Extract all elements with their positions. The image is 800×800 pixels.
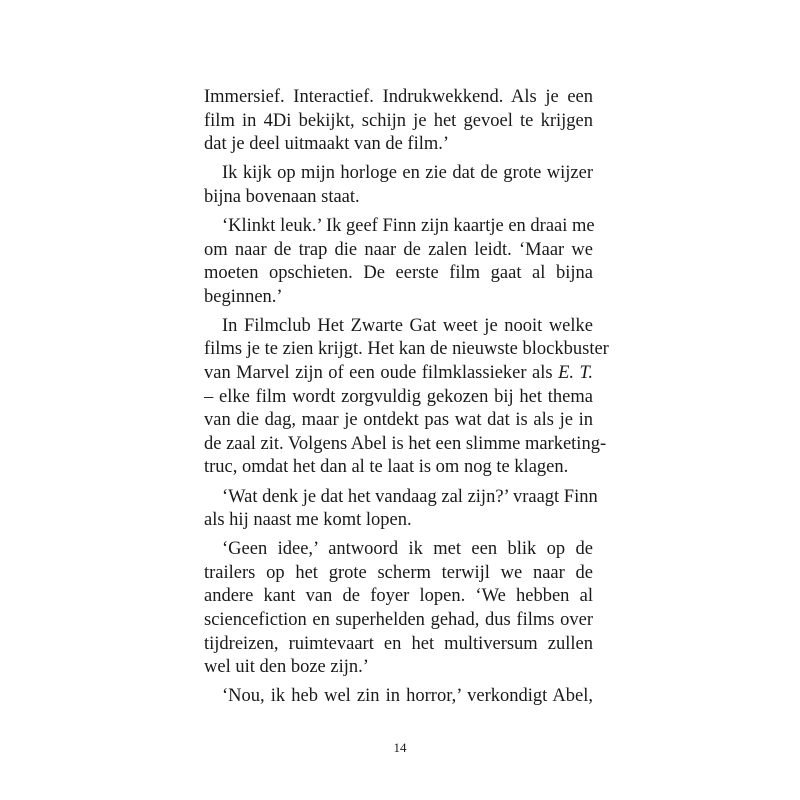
text-line: als hij naast me komt lopen. [204,510,412,531]
page-number: 14 [393,740,407,755]
paragraph [204,215,593,309]
text-line: wel uit den boze zijn.’ [204,657,369,678]
paragraph [204,86,593,157]
text-line-with-title [204,362,593,386]
text-line-segment: van Marvel zijn of een oude filmklassieker als [204,363,559,384]
paragraph [204,685,593,709]
text-line: truc, omdat het dan al te laat is om nog te klagen. [204,457,569,478]
text-line: de zaal zit. Volgens Abel is het een slimme marketing- [204,433,607,454]
text-line: moeten opschieten. De eerste film gaat al bijna [204,263,593,284]
text-line: ‘Klinkt leuk.’ Ik geef Finn zijn kaartje en draai me [222,215,595,236]
text-line: – elke film wordt zorgvuldig gekozen bij het thema [204,386,593,407]
text-line: van die dag, maar je ontdekt pas wat dat is als je in [204,410,593,431]
text-line: ‘Nou, ik heb wel zin in horror,’ verkondigt Abel, [222,686,593,707]
text-line: beginnen.’ [204,286,283,307]
body-text [204,86,609,709]
paragraph [204,486,598,533]
text-line: Immersief. Interactief. Indrukwekkend. Als je een [204,87,593,107]
text-line: om naar de trap die naar de zalen leidt. ‘Maar we [204,239,593,260]
paragraph [204,315,609,480]
text-line: In Filmclub Het Zwarte Gat weet je nooit welke [222,315,593,336]
film-title: E. T. [558,363,594,384]
text-line: film in 4Di bekijkt, schijn je het gevoel te krijgen [204,110,593,131]
text-line: dat je deel uitmaakt van de film.’ [204,134,450,155]
text-line: ‘Wat denk je dat het vandaag zal zijn?’ vraagt Finn [222,486,598,507]
text-line: Ik kijk op mijn horloge en zie dat de grote wijzer [222,163,593,184]
text-line: andere kant van de foyer lopen. ‘We hebben al [204,586,593,607]
text-line: tijdreizen, ruimtevaart en het multiversum zullen [204,633,593,654]
text-line: sciencefiction en superhelden gehad, dus films over [204,609,593,630]
text-line: trailers op het grote scherm terwijl we naar de [204,562,593,583]
paragraph [204,162,593,209]
paragraph [204,538,593,680]
text-line: bijna bovenaan staat. [204,186,360,207]
text-line: ‘Geen idee,’ antwoord ik met een blik op de [222,539,593,560]
text-line: films je te zien krijgt. Het kan de nieuwste blockbuster [204,339,609,360]
